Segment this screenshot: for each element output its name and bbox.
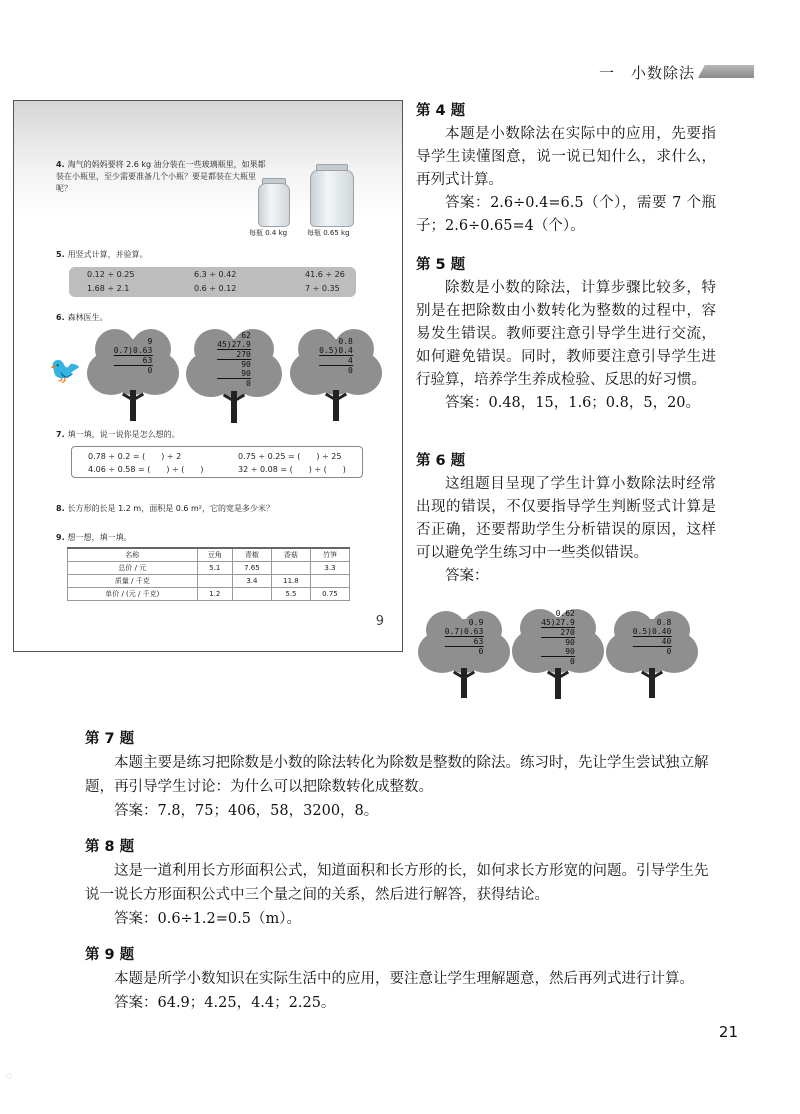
section-q5 — [416, 254, 716, 415]
table-cell: 5.1 — [197, 562, 232, 575]
section-q6 — [416, 450, 716, 588]
section-title: 第 7 题 — [85, 731, 135, 747]
q7-item: 4.06 ÷ 0.58 = ( ) ÷ ( ) — [88, 465, 204, 474]
table-cell: 总价 / 元 — [68, 562, 198, 575]
section-answer: 答案：0.6÷1.2=0.5（m）。 — [114, 911, 301, 927]
q5-item: 7 ÷ 0.35 — [305, 284, 340, 293]
q5-item: 1.68 ÷ 2.1 — [87, 284, 130, 293]
section-answer: 答案：64.9；4.25，4.4；2.25。 — [114, 995, 336, 1011]
table-cell: 5.5 — [271, 588, 310, 601]
q5-item: 6.3 ÷ 0.42 — [194, 270, 237, 279]
table-row — [68, 562, 350, 575]
question-7 — [56, 429, 180, 440]
question-4 — [56, 159, 271, 195]
table-cell: 11.8 — [271, 575, 310, 588]
chapter-title: 一 小数除法 — [598, 64, 695, 82]
price-table — [67, 547, 350, 601]
tree2-division: 62 45)27.9 270 90 90 0 — [217, 331, 251, 388]
table-cell: 质量 / 千克 — [68, 575, 198, 588]
small-jar — [258, 183, 290, 227]
table-cell — [310, 575, 349, 588]
section-body: 这组题目呈现了学生计算小数除法时经常出现的错误，不仅要指导学生判断竖式计算是否正确，还要帮助学生分析错误的原因，这样可以避免学生练习中一些类似错误。 — [416, 476, 716, 561]
textbook-page-image — [13, 100, 403, 652]
q5-exercise-box — [69, 267, 356, 297]
answer-tree-3 — [606, 605, 698, 698]
small-jar-caption: 每瓶 0.4 kg — [249, 229, 288, 237]
table-cell: 1.2 — [197, 588, 232, 601]
section-q7 — [85, 727, 715, 823]
section-body: 这是一道利用长方形面积公式，知道面积和长方形的长，如何求长方形宽的问题。引导学生先说一说长方形面积公式中三个量之间的关系，然后进行解答，获得结论。 — [85, 863, 709, 903]
q7-item: 0.75 ÷ 0.25 = ( ) ÷ 25 — [238, 452, 342, 461]
q8-text: 长方形的长是 1.2 m，面积是 0.6 m²，它的宽是多少米？ — [67, 504, 275, 513]
section-body: 本题是所学小数知识在实际生活中的应用，要注意让学生理解题意，然后再列式进行计算。 — [114, 971, 694, 987]
section-body: 本题是小数除法在实际中的应用，先要指导学生读懂图意，说一说已知什么，求什么，再列式计算。 — [416, 126, 716, 188]
section-title: 第 4 题 — [416, 103, 466, 119]
q7-scroll-box — [71, 446, 363, 478]
large-jar — [310, 170, 354, 227]
section-title: 第 8 题 — [85, 839, 135, 855]
question-6 — [56, 312, 108, 323]
answer-tree2-division: 0.62 45)27.9 270 90 90 0 — [541, 608, 575, 666]
forest-tree-1 — [87, 323, 179, 421]
q7-item: 0.78 ÷ 0.2 = ( ) ÷ 2 — [88, 452, 182, 461]
chapter-header — [0, 62, 800, 82]
table-cell — [271, 562, 310, 575]
table-cell: 豆角 — [197, 548, 232, 562]
q9-number: 9. — [56, 533, 65, 542]
q7-number: 7. — [56, 430, 65, 439]
section-title: 第 9 题 — [85, 947, 135, 963]
section-q4 — [416, 100, 716, 238]
q8-number: 8. — [56, 504, 65, 513]
section-q8 — [85, 835, 715, 931]
header-tab-decoration — [698, 65, 754, 78]
bird-illustration: 🐦 — [49, 356, 82, 386]
section-answer: 答案： — [445, 568, 489, 584]
table-cell — [197, 575, 232, 588]
section-title: 第 5 题 — [416, 257, 466, 273]
table-cell: 3.3 — [310, 562, 349, 575]
answer-tree3-division: 0.8 0.5)0.40 40 0 — [632, 618, 672, 657]
table-cell: 单价 / (元 / 千克) — [68, 588, 198, 601]
answer-tree1-division: 0.9 0.7)0.63 63 0 — [444, 618, 484, 657]
q5-item: 0.6 ÷ 0.12 — [194, 284, 237, 293]
section-answer: 答案：2.6÷0.4=6.5（个），需要 7 个瓶子；2.6÷0.65=4（个）。 — [416, 195, 716, 234]
section-answer: 答案：0.48，15，1.6；0.8，5，20。 — [445, 395, 701, 411]
table-cell: 7.65 — [232, 562, 271, 575]
large-jar-caption: 每瓶 0.65 kg — [307, 229, 350, 237]
q6-text: 森林医生。 — [67, 313, 108, 322]
section-q9 — [85, 943, 715, 1015]
section-body: 除数是小数的除法，计算步骤比较多，特别是在把除数由小数转化为整数的过程中，容易发生错误。教师要注意引导学生进行交流，如何避免错误。同时，教师要注意引导学生进行验算，培养学生养成检验、反思的好习惯。 — [416, 280, 716, 388]
section-body: 本题主要是练习把除数是小数的除法转化为除数是整数的除法。练习时，先让学生尝试独立解题，再引导学生讨论：为什么可以把除数转化成整数。 — [85, 755, 709, 795]
tree1-division: 9 0.7)0.63 63 0 — [113, 336, 153, 375]
question-8 — [56, 503, 274, 514]
q5-item: 41.6 ÷ 26 — [305, 270, 345, 279]
table-cell — [232, 588, 271, 601]
answer-tree-1 — [418, 605, 510, 698]
q7-item: 32 ÷ 0.08 = ( ) ÷ ( ) — [238, 465, 346, 474]
table-row — [68, 548, 350, 562]
page-number: 21 — [718, 1023, 738, 1041]
table-cell: 名称 — [68, 548, 198, 562]
q5-number: 5. — [56, 250, 65, 259]
section-title: 第 6 题 — [416, 453, 466, 469]
textbook-page-number: 9 — [375, 614, 384, 629]
table-cell: 竹笋 — [310, 548, 349, 562]
forest-tree-2 — [186, 323, 282, 423]
q4-number: 4. — [56, 160, 65, 169]
table-cell: 3.4 — [232, 575, 271, 588]
watermark-logo: ◌ — [6, 1072, 13, 1080]
question-5 — [56, 249, 148, 260]
q9-text: 想一想，填一填。 — [67, 533, 132, 542]
question-9 — [56, 532, 132, 543]
q7-text: 填一填，说一说你是怎么想的。 — [67, 430, 180, 439]
q6-number: 6. — [56, 313, 65, 322]
q4-text: 淘气的妈妈要将 2.6 kg 油分装在一些玻璃瓶里，如果都装在小瓶里，至少需要准备几个小瓶？要是都装在大瓶里呢？ — [56, 160, 266, 193]
table-cell: 青椒 — [232, 548, 271, 562]
table-row — [68, 588, 350, 601]
answer-tree-2 — [512, 603, 604, 699]
tree3-division: 0.8 0.5)0.4 4 0 — [319, 336, 353, 375]
table-cell: 香菇 — [271, 548, 310, 562]
table-row — [68, 575, 350, 588]
forest-tree-3 — [290, 323, 382, 421]
section-answer: 答案：7.8，75；406，58，3200，8。 — [114, 803, 379, 819]
q5-item: 0.12 ÷ 0.25 — [87, 270, 135, 279]
table-cell: 0.75 — [310, 588, 349, 601]
q5-text: 用竖式计算，并验算。 — [67, 250, 148, 259]
